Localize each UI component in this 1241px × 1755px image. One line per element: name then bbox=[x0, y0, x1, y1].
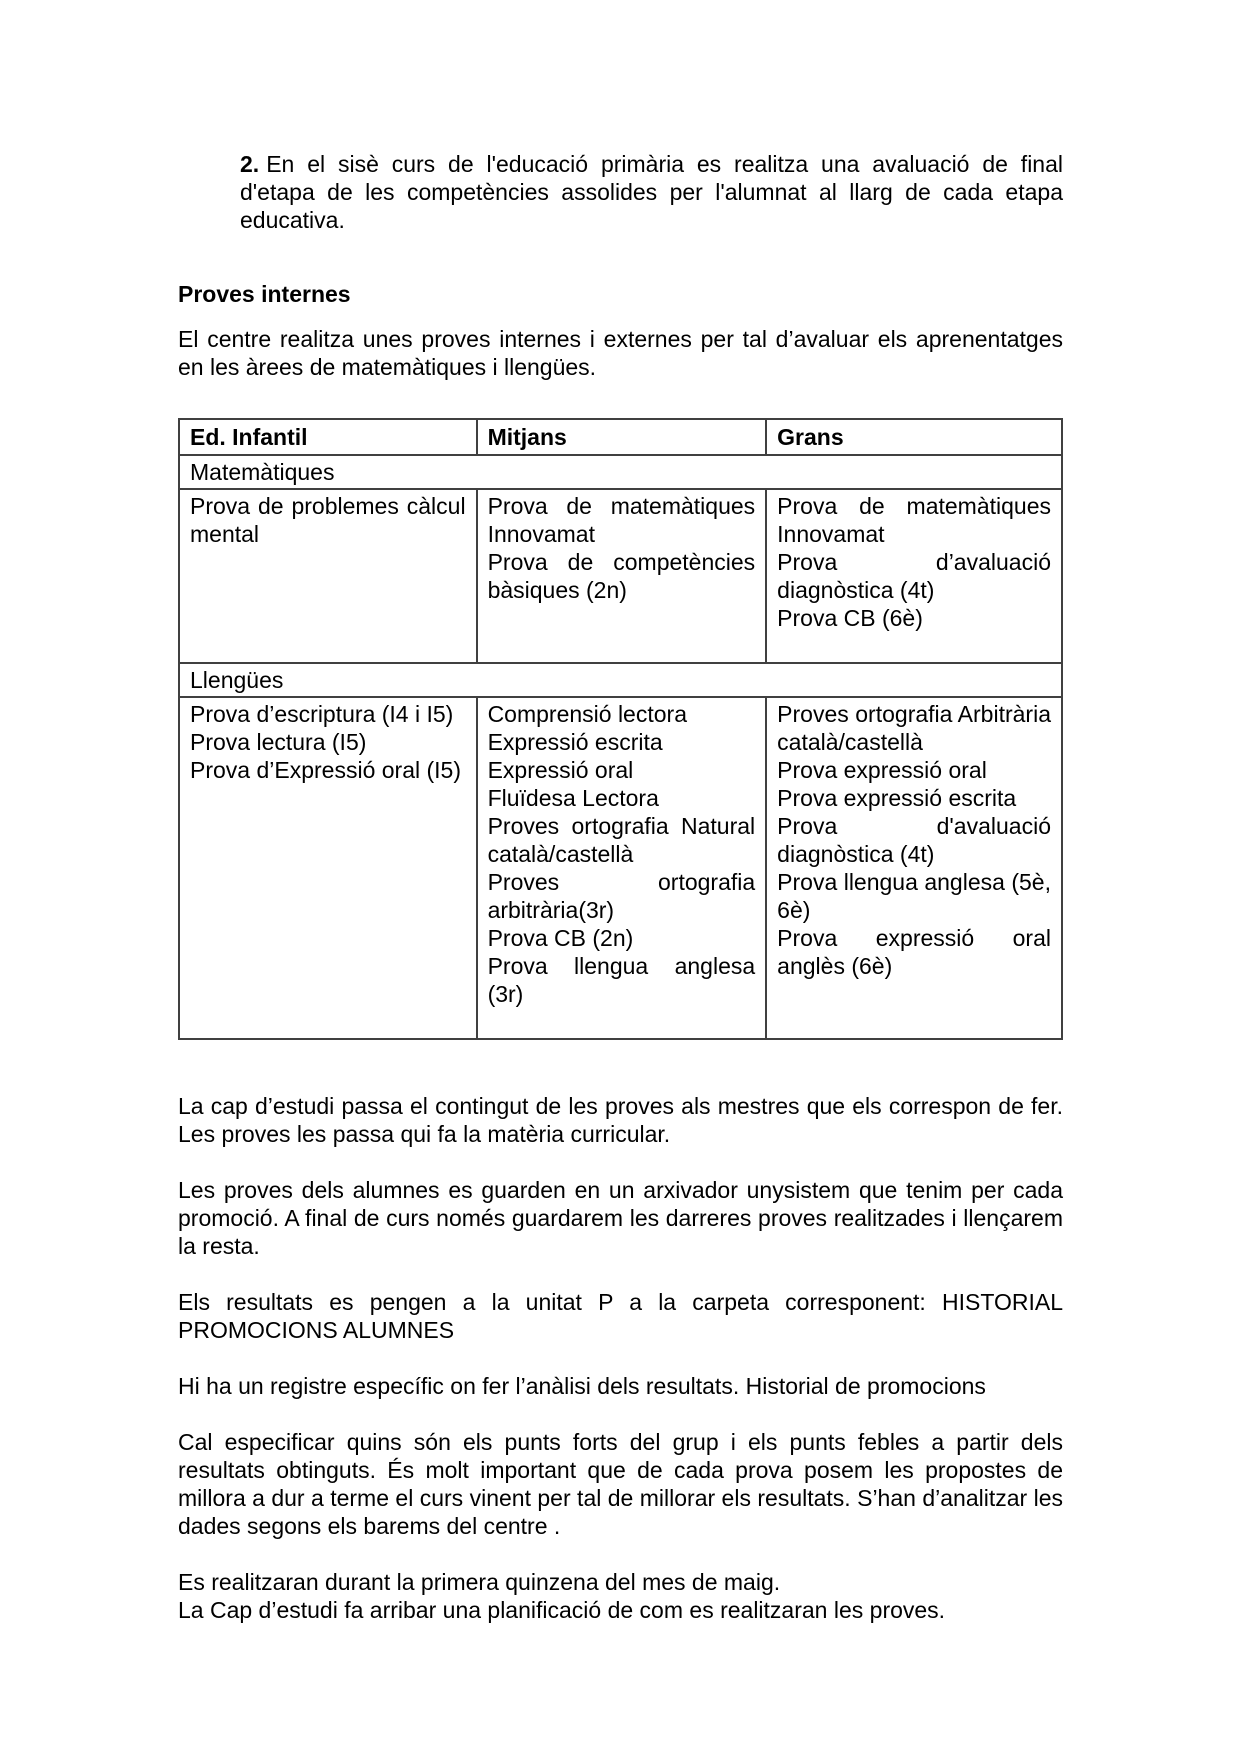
table-row-llengues-content bbox=[179, 697, 1062, 1039]
paragraph-registre-especific: Hi ha un registre específic on fer l’anàlisi dels resultats. Historial de promocions bbox=[178, 1373, 986, 1399]
table-cell-paragraph: Prova llengua anglesa (3r) bbox=[487, 953, 756, 1007]
cell-matematiques-mitjans bbox=[477, 489, 767, 663]
table-cell-paragraph: Prova de matemàtiques Innovamat bbox=[777, 493, 1051, 547]
table-cell-paragraph: Prova d’Expressió oral (I5) bbox=[190, 757, 461, 783]
table-header-row bbox=[179, 419, 1062, 455]
paragraph-planificacio: La Cap d’estudi fa arribar una planificació de com es realitzaran les proves. bbox=[178, 1597, 946, 1623]
paragraph-cap-destudi: La cap d’estudi passa el contingut de les proves als mestres que els correspon de fer. Les proves les passa qui fa la matèria curricular. bbox=[178, 1093, 1063, 1147]
table-cell-paragraph: Prova d'avaluació diagnòstica (4t) bbox=[777, 813, 1051, 867]
table-row-matematiques-content bbox=[179, 489, 1062, 663]
paragraph-resultats-unitat-p: Els resultats es pengen a la unitat P a la carpeta corresponent: HISTORIAL PROMOCIONS ALUMNES bbox=[178, 1289, 1063, 1343]
table-cell-paragraph: Expressió oral bbox=[487, 757, 634, 783]
table-cell-paragraph: Prova de matemàtiques Innovamat bbox=[487, 493, 756, 547]
table-cell-paragraph: Prova d’escriptura (I4 i I5) bbox=[190, 701, 454, 727]
table-cell-paragraph: Proves ortografia Arbitrària català/castellà bbox=[777, 701, 1051, 755]
table-cell-paragraph: Proves ortografia arbitrària(3r) bbox=[487, 869, 756, 923]
table-cell-paragraph: Expressió escrita bbox=[487, 729, 663, 755]
proves-table bbox=[178, 418, 1063, 1040]
table-cell-paragraph: Prova d’avaluació diagnòstica (4t) bbox=[777, 549, 1051, 603]
section-row-llengues bbox=[179, 663, 1062, 697]
table-cell-paragraph: Prova expressió oral bbox=[777, 757, 987, 783]
cell-llengues-grans bbox=[766, 697, 1062, 1039]
section-row-matematiques bbox=[179, 455, 1062, 489]
table-cell-paragraph: Prova CB (6è) bbox=[777, 605, 923, 631]
section-heading: Proves internes bbox=[178, 281, 351, 307]
numbered-item bbox=[240, 150, 1063, 234]
item-number: 2. bbox=[240, 151, 260, 177]
section-title-matematiques: Matemàtiques bbox=[179, 455, 1062, 489]
table-header-grans: Grans bbox=[766, 419, 1062, 455]
table-cell-paragraph: Prova expressió escrita bbox=[777, 785, 1017, 811]
table-cell-paragraph: Prova llengua anglesa (5è, 6è) bbox=[777, 869, 1051, 923]
paragraph-arxivador: Les proves dels alumnes es guarden en un arxivador unysistem que tenim per cada promoció. A final de curs només guardarem les darreres proves realitzades i llençarem la resta. bbox=[178, 1177, 1063, 1259]
cell-llengues-mitjans bbox=[477, 697, 767, 1039]
table-cell-paragraph: Prova expressió oral anglès (6è) bbox=[777, 925, 1051, 979]
intro-paragraph: El centre realitza unes proves internes i externes per tal d’avaluar els aprenentatges en les àrees de matemàtiques i llengües. bbox=[178, 326, 1063, 380]
table-cell-paragraph: Prova CB (2n) bbox=[487, 925, 634, 951]
table-header-mitjans: Mitjans bbox=[477, 419, 767, 455]
cell-llengues-infantil bbox=[179, 697, 477, 1039]
cell-matematiques-infantil bbox=[179, 489, 477, 663]
table-cell-paragraph: Comprensió lectora bbox=[487, 701, 687, 727]
table-header-ed-infantil: Ed. Infantil bbox=[179, 419, 477, 455]
item-text: En el sisè curs de l'educació primària es realitza una avaluació de final d'etapa de les competències assolides per l'alumnat al llarg de cada etapa educativa. bbox=[240, 151, 1063, 233]
section-title-llengues: Llengües bbox=[179, 663, 1062, 697]
cell-matematiques-grans bbox=[766, 489, 1062, 663]
table-cell-paragraph: Prova de competències bàsiques (2n) bbox=[487, 549, 756, 603]
table-cell-paragraph: Proves ortografia Natural català/castellà bbox=[487, 813, 756, 867]
table-cell-paragraph: Fluïdesa Lectora bbox=[487, 785, 659, 811]
paragraph-quinzena-maig: Es realitzaran durant la primera quinzena del mes de maig. bbox=[178, 1569, 781, 1595]
table-cell-paragraph: Prova lectura (I5) bbox=[190, 729, 367, 755]
table-cell-paragraph: Prova de problemes càlcul mental bbox=[190, 493, 466, 547]
paragraph-punts-forts: Cal especificar quins són els punts forts del grup i els punts febles a partir dels resultats obtinguts. És molt important que de cada prova posem les propostes de millora a dur a terme el curs vinent per tal de millorar els resultats. S’han d’analitzar les dades segons els barems del centre . bbox=[178, 1429, 1063, 1539]
